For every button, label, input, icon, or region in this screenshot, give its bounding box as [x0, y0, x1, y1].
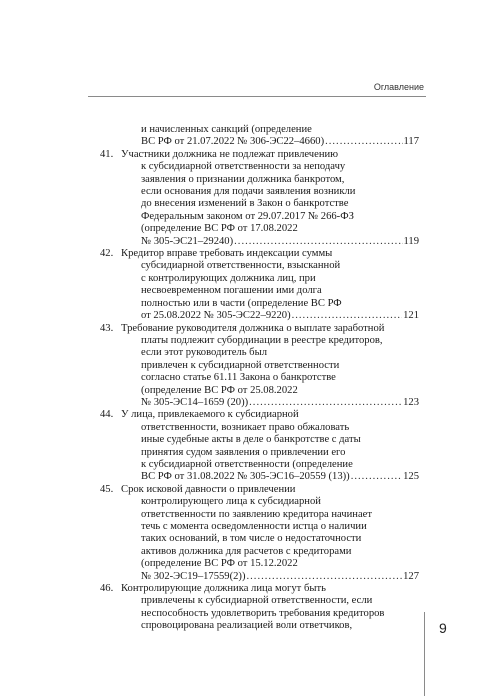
toc-leader-line	[141, 571, 419, 583]
toc-line: Требование руководителя должника о выплате заработной	[121, 322, 385, 334]
toc-line: активов должника для расчетов с кредиторами	[141, 545, 352, 557]
toc-line: если этот руководитель был	[141, 347, 267, 359]
toc-entry[interactable]	[100, 583, 419, 633]
toc-line: к субсидиарной ответственности за неподачу	[141, 161, 346, 173]
toc-page-ref[interactable]: 117	[403, 136, 419, 148]
toc-line: платы подлежит субординации в реестре кредиторов,	[141, 334, 383, 346]
toc-line: ответственности, возникает право обжаловать	[141, 421, 350, 433]
toc-line: и начисленных санкций (определение	[141, 124, 312, 135]
toc-line: заявления о признании должника банкротом,	[141, 173, 345, 185]
running-header-title: Оглавление	[373, 82, 424, 92]
toc-line: привлечен к субсидиарной ответственности	[141, 359, 340, 371]
toc-entry-text	[121, 409, 419, 483]
toc-line: согласно статье 61.11 Закона о банкротстве	[141, 372, 336, 384]
toc-line: принятия судом заявления о привлечении его	[141, 446, 346, 458]
toc-line: ответственности по заявлению кредитора начинает	[141, 508, 372, 520]
toc-leader-line	[141, 397, 419, 409]
toc-leader-line	[141, 310, 419, 322]
toc-line: привлечены к субсидиарной ответственности, если	[141, 595, 373, 607]
toc-line: У лица, привлекаемого к субсидиарной	[121, 409, 299, 421]
toc-line: до внесения изменений в Закон о банкротстве	[141, 198, 349, 210]
dot-leader	[351, 471, 402, 483]
toc-line: (определение ВС РФ от 17.08.2022	[141, 223, 298, 235]
toc-line: Участники должника не подлежат привлечению	[121, 148, 339, 160]
toc-line: Кредитор вправе требовать индексации суммы	[121, 248, 333, 260]
toc-line: (определение ВС РФ от 15.12.2022	[141, 558, 298, 570]
toc-line: спровоцирована реализацией воли ответчиков,	[141, 620, 353, 632]
toc-entry-number: 45.	[100, 483, 114, 495]
toc-line: № 305-ЭС21–29240)	[141, 235, 234, 247]
toc-line: несвоевременном погашении ими долга	[141, 285, 322, 297]
toc-line: с контролирующих должника лиц, при	[141, 272, 316, 284]
toc-line: таких оснований, в том числе о недостаточности	[141, 533, 362, 545]
toc-leader-line	[141, 236, 419, 248]
toc-entry[interactable]	[100, 322, 419, 410]
toc-page-ref[interactable]: 121	[403, 310, 419, 322]
toc-line: неспособность удовлетворить требования кредиторов	[141, 607, 385, 619]
toc-entry-number: 41.	[100, 148, 114, 160]
toc-line: субсидиарной ответственности, взысканной	[141, 260, 341, 272]
toc-entry-text	[121, 323, 419, 410]
dot-leader	[249, 397, 402, 409]
page-number-rule	[424, 612, 425, 696]
toc-entry[interactable]	[100, 409, 419, 483]
dot-leader	[247, 571, 403, 583]
toc-entry-number: 46.	[100, 583, 114, 595]
page-number: 9	[439, 620, 447, 636]
toc-line: к субсидиарной ответственности (определение	[141, 458, 353, 470]
toc-line: ВС РФ от 31.08.2022 № 305-ЭС16–20559 (13))	[141, 471, 350, 483]
toc-page-ref[interactable]: 123	[403, 396, 419, 408]
toc-page-ref[interactable]: 125	[403, 471, 419, 483]
toc-entry-text	[121, 248, 419, 322]
toc-line: Срок исковой давности о привлечении	[121, 483, 296, 495]
toc-continuation	[121, 124, 419, 149]
toc-line: течь с момента осведомленности истца о наличии	[141, 521, 367, 532]
toc-line: Контролирующие должника лица могут быть	[121, 583, 326, 595]
toc-entry-text	[121, 124, 419, 149]
toc-line: (определение ВС РФ от 25.08.2022	[141, 384, 298, 396]
toc-entry[interactable]	[100, 248, 419, 322]
toc-entries	[100, 148, 419, 633]
toc-line: если основания для подачи заявления возникли	[141, 186, 356, 198]
toc-line: полностью или в части (определение ВС РФ	[141, 297, 342, 309]
toc-entry-text	[121, 583, 419, 633]
toc-line: № 305-ЭС14–1659 (20))	[141, 396, 249, 408]
toc-line: иные судебные акты в деле о банкротстве с даты	[141, 434, 361, 446]
toc-page-ref[interactable]: 119	[403, 235, 419, 247]
toc-entry-text	[121, 484, 419, 583]
toc-entry[interactable]	[100, 148, 419, 248]
toc-entry-number: 44.	[100, 409, 114, 421]
toc-line: № 302-ЭС19–17559(2))	[141, 570, 246, 582]
toc-entry-number: 43.	[100, 322, 114, 334]
table-of-contents	[100, 124, 419, 633]
dot-leader	[292, 310, 403, 322]
dot-leader	[234, 236, 402, 248]
toc-line: контролирующего лица к субсидиарной	[141, 496, 321, 508]
header-rule	[88, 96, 426, 97]
toc-entry-number: 42.	[100, 248, 114, 260]
toc-entry[interactable]	[100, 483, 419, 583]
toc-page-ref[interactable]: 127	[403, 570, 419, 582]
toc-line: Федеральным законом от 29.07.2017 № 266-ФЗ	[141, 210, 354, 222]
toc-entry-text	[121, 149, 419, 248]
dot-leader	[325, 136, 402, 148]
toc-leader-line	[141, 136, 419, 148]
toc-line: от 25.08.2022 № 305-ЭС22–9220)	[141, 310, 291, 322]
toc-line: ВС РФ от 21.07.2022 № 306-ЭС22–4660)	[141, 136, 325, 148]
toc-leader-line	[141, 471, 419, 483]
